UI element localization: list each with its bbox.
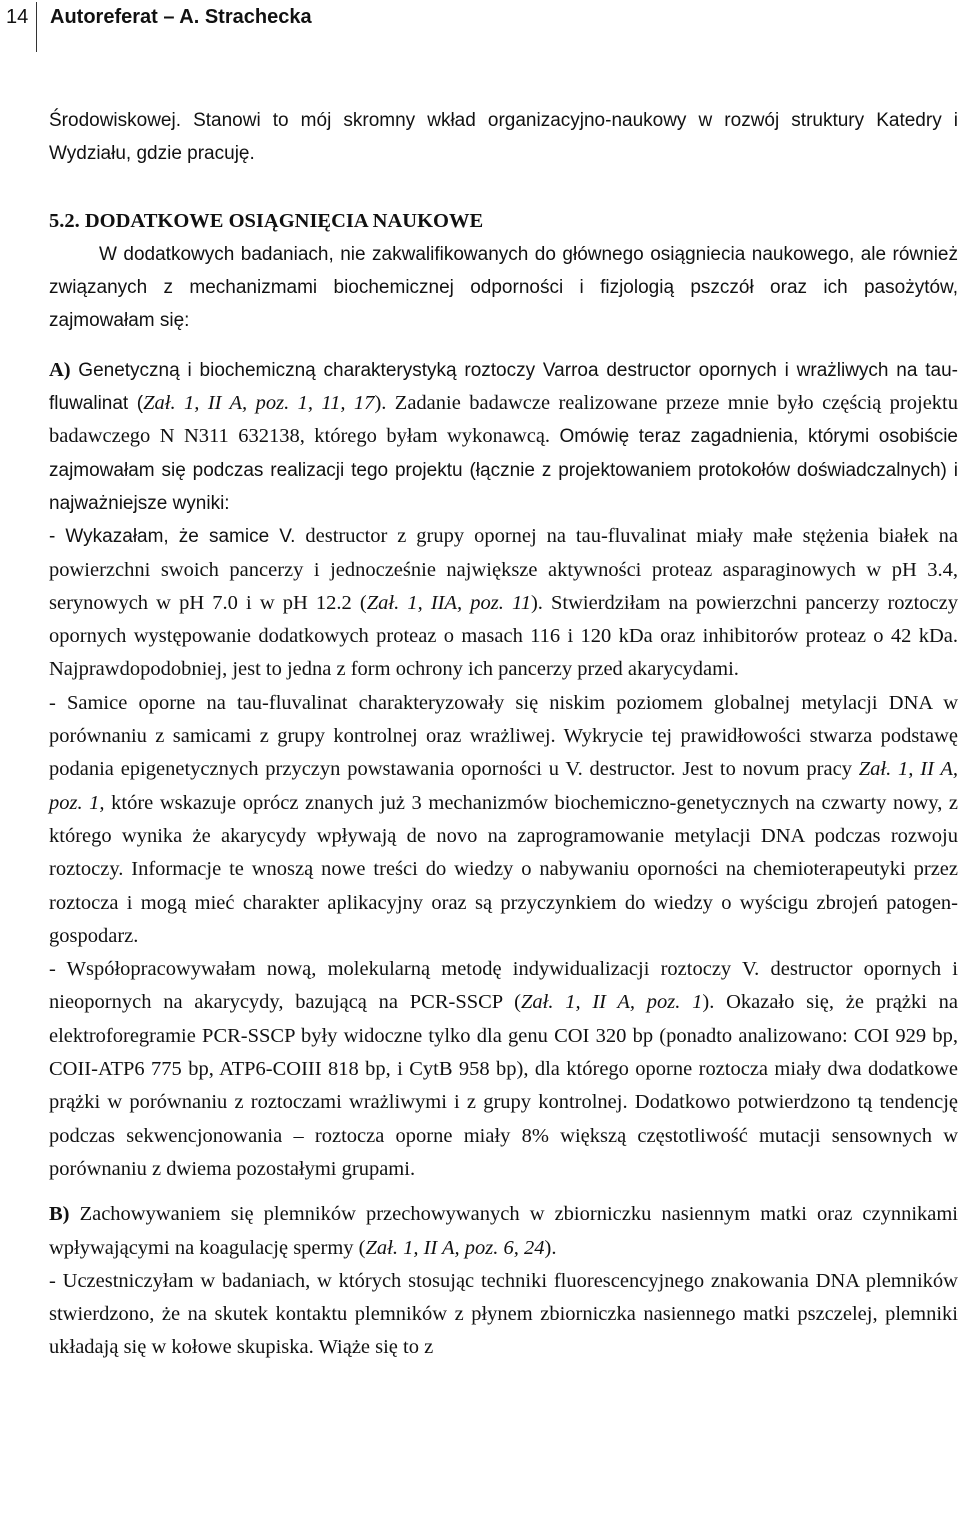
- intro-continuation-run-0: Środowiskowej. Stanowi to mój skromny wkład organizacyjno-naukowy w rozwój struktury Katedry i Wydziału, gdzie pracuję.: [49, 110, 958, 165]
- item-a-point-2-run-1: Zał. 1, II A, poz. 1,: [49, 758, 959, 814]
- item-a-point-2-run-0: - Samice oporne na tau-fluvalinat charakteryzowały się niskim poziomem globalnej metylacji DNA w porównaniu z samicami z grupy kontrolnej oraz wrażliwej. Wykrycie tej prawidłowości stwarza podstawę podania epigenetycznych przyczyn powstawania oporności u V. destructor. Jest to novum pracy: [49, 691, 958, 781]
- item-a: [49, 354, 958, 520]
- item-a-point-2-run-2: które wskazuje oprócz znanych już 3 mechanizmów biochemiczno-genetycznych na czwarty nowy, z którego wynika że akarycydy wpływają de novo na zaprogramowanie metylacji DNA podczas rozwoju roztoczy. Informacje te wnoszą nowe treści do wiedzy o nabywaniu oporności na chemioterapeutyki przez roztocza i mogą mieć charakter aplikacyjny oraz są przyczynkiem do wiedzy o wyścigu zbrojeń patogen-gospodarz.: [49, 791, 958, 947]
- item-b-run-0: B): [49, 1203, 80, 1226]
- item-a-run-0: A): [49, 358, 79, 381]
- item-b-point-1: [49, 1265, 958, 1365]
- header-divider: [36, 2, 37, 52]
- page-number: 14: [6, 6, 29, 28]
- item-a-point-1-run-3: ). Stwierdziłam na powierzchni pancerzy roztoczy opornych występowanie dodatkowych proteaz o masach 116 i 120 kDa oraz inhibitorów proteaz o 42 kDa. Najprawdopodobniej, jest to jedna z form ochrony ich pancerzy przed akarycydami.: [49, 591, 959, 681]
- item-a-run-3: ). Zadanie badawcze realizowane przeze mnie było częścią projektu badawczego N N311 632138, którego byłam wykonawcą.: [49, 392, 958, 448]
- item-a-run-2: Zał. 1, II A, poz. 1, 11, 17: [143, 392, 375, 415]
- item-a-point-1-run-1: destructor z grupy opornej na tau-fluvalinat miały małe stężenia białek na powierzchni swoich pancerzy i jednocześnie największe aktywności proteaz asparaginowych w pH 3.4, serynowych w pH 7.0 i w pH 12.2 (: [49, 525, 958, 614]
- item-a-point-1-run-2: Zał. 1, IIA, poz. 11: [366, 591, 531, 614]
- item-a-run-4: Omówię teraz zagadnienia, którymi osobiście zajmowałam się podczas realizacji tego projektu (łącznie z projektowaniem protokołów doświadczalnych) i najważniejsze wyniki:: [49, 426, 958, 514]
- item-b-run-3: ).: [544, 1236, 557, 1259]
- item-a-point-2: [49, 687, 958, 953]
- running-title: Autoreferat – A. Strachecka: [50, 6, 312, 28]
- item-b-run-1: Zachowywaniem się plemników przechowywanych w zbiorniczku nasiennym matki oraz czynnikami wpływającymi na koagulację spermy (: [49, 1203, 959, 1259]
- section-intro: [49, 238, 958, 338]
- item-a-point-3: [49, 953, 958, 1186]
- section-heading: [49, 205, 958, 238]
- item-a-point-1: [49, 520, 958, 686]
- item-b-run-2: Zał. 1, II A, poz. 6, 24: [365, 1236, 545, 1259]
- item-b: [49, 1198, 958, 1265]
- item-b-point-1-run-0: - Uczestniczyłam w badaniach, w których stosując techniki fluorescencyjnego znakowania DNA plemników stwierdzono, że na skutek kontaktu plemników z płynem zbiorniczka nasiennego matki pszczelej, plemniki układają się w kołowe skupiska. Wiąże się to z: [49, 1269, 958, 1359]
- section-heading-run-0: 5.2. DODATKOWE OSIĄGNIĘCIA NAUKOWE: [49, 209, 484, 232]
- page-header: [0, 0, 960, 60]
- item-a-point-3-run-1: Zał. 1, II A, poz. 1: [521, 991, 703, 1014]
- item-a-point-3-run-0: - Współopracowywałam nową, molekularną metodę indywidualizacji roztoczy V. destructor opornych i nieopornych na akarycydy, bazującą na PCR-SSCP (: [49, 958, 958, 1014]
- document-body: [49, 104, 958, 1365]
- item-a-point-3-run-2: ). Okazało się, że prążki na elektroforegramie PCR-SSCP były widoczne tylko dla genu COI 320 bp (ponadto analizowano: COI 929 bp, COII-ATP6 775 bp, ATP6-COIII 818 bp, i CytB 958 bp), dla którego oporne roztocza miały dwa dodatkowe prążki w porównaniu z roztoczami wrażliwymi i z grupy kontrolnej. Dodatkowo potwierdzono tą tendencję podczas sekwencjonowania – roztocza oporne miały 8% większą częstotliwość mutacji sensownych w porównaniu z dwiema pozostałymi grupami.: [49, 991, 959, 1180]
- section-intro-run-0: W dodatkowych badaniach, nie zakwalifikowanych do głównego osiągniecia naukowego, ale również związanych z mechanizmami biochemicznej odporności i fizjologią pszczół oraz ich pasożytów, zajmowałam się:: [49, 243, 958, 332]
- item-a-run-1: Genetyczną i biochemiczną charakterystyką roztoczy Varroa destructor opornych i wrażliwych na tau-fluwalinat (: [49, 359, 958, 415]
- intro-continuation: [49, 104, 958, 171]
- item-a-point-1-run-0: - Wykazałam, że samice V.: [49, 526, 296, 548]
